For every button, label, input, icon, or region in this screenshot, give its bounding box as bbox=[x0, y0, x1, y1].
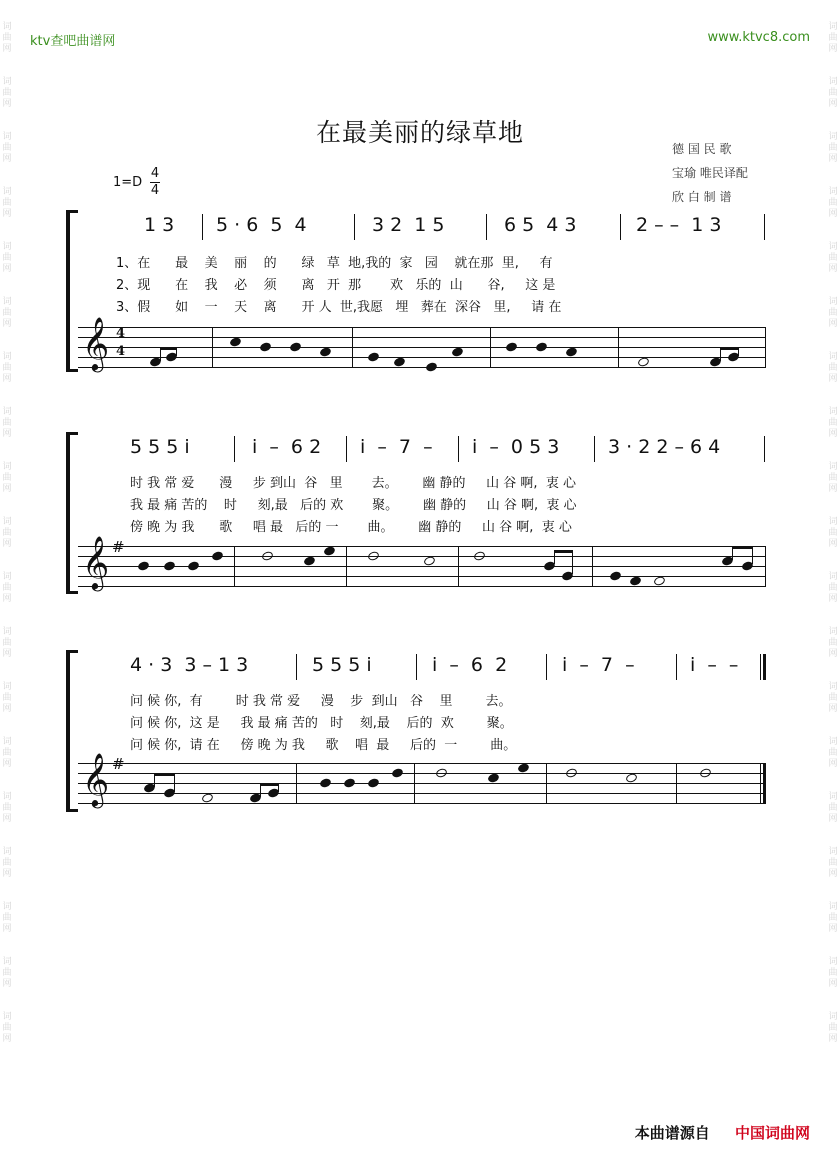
watermark-char: 网 bbox=[2, 154, 12, 164]
watermark-char: 曲 bbox=[828, 363, 838, 373]
watermark-group bbox=[828, 77, 837, 110]
watermark-char: 词 bbox=[2, 792, 12, 802]
watermark-group bbox=[2, 902, 11, 935]
watermark-char: 词 bbox=[828, 737, 838, 747]
watermark-char: 曲 bbox=[828, 528, 838, 538]
lyric-verse-1: 1、在 最 美 丽 的 绿 草 地,我的 家 园 就在那 里, 有 bbox=[116, 256, 553, 271]
time-signature bbox=[150, 166, 160, 199]
jianpu-measure: 5 · 6 5 4 bbox=[216, 214, 307, 236]
watermark-char: 曲 bbox=[2, 583, 12, 593]
footer-source-label: 本曲谱源自 bbox=[634, 1124, 710, 1142]
jianpu-measure: 1 3 bbox=[144, 214, 175, 236]
watermark-char: 曲 bbox=[2, 363, 12, 373]
watermark-group bbox=[2, 517, 11, 550]
jianpu-measure: 6 5 4 3 bbox=[504, 214, 577, 236]
watermark-group bbox=[2, 187, 11, 220]
watermark-char: 曲 bbox=[828, 473, 838, 483]
watermark-char: 网 bbox=[2, 374, 12, 384]
watermark-char: 曲 bbox=[828, 253, 838, 263]
watermark-char: 曲 bbox=[2, 803, 12, 813]
watermark-char: 词 bbox=[2, 517, 12, 527]
watermark-group bbox=[828, 847, 837, 880]
watermark-char: 词 bbox=[828, 187, 838, 197]
watermark-group bbox=[2, 297, 11, 330]
watermark-char: 词 bbox=[828, 572, 838, 582]
watermark-group bbox=[2, 1012, 11, 1045]
jianpu-line-1 bbox=[84, 210, 766, 250]
watermark-char: 网 bbox=[2, 649, 12, 659]
footer bbox=[635, 1122, 810, 1143]
watermark-char: 词 bbox=[828, 902, 838, 912]
watermark-char: 网 bbox=[2, 319, 12, 329]
watermark-group bbox=[2, 737, 11, 770]
watermark-group bbox=[2, 462, 11, 495]
watermark-char: 词 bbox=[2, 462, 12, 472]
watermark-char: 词 bbox=[2, 297, 12, 307]
watermark-group bbox=[828, 737, 837, 770]
credit-translation: 宝瑜 唯民译配 bbox=[672, 166, 748, 180]
watermark-char: 词 bbox=[2, 22, 12, 32]
watermark-char: 网 bbox=[828, 649, 838, 659]
jianpu-line-3 bbox=[84, 650, 766, 690]
watermark-group bbox=[828, 22, 837, 55]
watermark-group bbox=[2, 352, 11, 385]
treble-clef-icon: 𝄞 bbox=[82, 316, 110, 370]
watermark-char: 曲 bbox=[2, 473, 12, 483]
watermark-char: 曲 bbox=[2, 308, 12, 318]
watermark-char: 曲 bbox=[2, 143, 12, 153]
lyric-verse-2: 2、现 在 我 必 须 离 开 那 欢 乐的 山 谷, 这 是 bbox=[116, 278, 556, 293]
jianpu-measure: 5 5 5 i bbox=[312, 654, 372, 676]
watermark-group bbox=[828, 682, 837, 715]
jianpu-measure: 3 2 1 5 bbox=[372, 214, 445, 236]
watermark-char: 网 bbox=[828, 704, 838, 714]
watermark-char: 曲 bbox=[828, 748, 838, 758]
jianpu-line-2 bbox=[84, 432, 766, 472]
jianpu-measure: 3 · 2 2 – 6 4 bbox=[608, 436, 721, 458]
watermark-char: 网 bbox=[828, 1034, 838, 1044]
lyric-verse-1: 问 候 你, 有 时 我 常 爱 漫 步 到山 谷 里 去。 bbox=[130, 694, 512, 709]
watermark-char: 网 bbox=[2, 99, 12, 109]
watermark-char: 曲 bbox=[2, 968, 12, 978]
watermark-char: 曲 bbox=[2, 858, 12, 868]
lyric-verse-1: 时 我 常 爱 漫 步 到山 谷 里 去。 幽 静的 山 谷 啊, 衷 心 bbox=[130, 476, 576, 491]
watermark-char: 词 bbox=[828, 22, 838, 32]
watermark-char: 网 bbox=[2, 429, 12, 439]
sharp-icon: # bbox=[112, 755, 125, 773]
watermark-char: 曲 bbox=[828, 858, 838, 868]
watermark-char: 网 bbox=[2, 44, 12, 54]
watermark-char: 网 bbox=[2, 869, 12, 879]
watermark-char: 网 bbox=[2, 759, 12, 769]
watermark-group bbox=[828, 902, 837, 935]
watermark-char: 词 bbox=[2, 847, 12, 857]
watermark-char: 词 bbox=[2, 77, 12, 87]
watermark-char: 网 bbox=[828, 154, 838, 164]
lyric-verse-3: 3、假 如 一 天 离 开 人 世,我愿 埋 葬在 深谷 里, 请 在 bbox=[116, 300, 562, 315]
watermark-char: 曲 bbox=[828, 583, 838, 593]
watermark-group bbox=[828, 242, 837, 275]
watermark-char: 词 bbox=[828, 352, 838, 362]
watermark-char: 词 bbox=[828, 132, 838, 142]
staff-3 bbox=[78, 752, 766, 806]
jianpu-measure: i – – bbox=[690, 654, 739, 676]
watermark-group bbox=[828, 462, 837, 495]
meter-bottom: 4 bbox=[150, 183, 160, 198]
watermark-char: 网 bbox=[828, 429, 838, 439]
watermark-char: 网 bbox=[2, 484, 12, 494]
jianpu-measure: 2 – – 1 3 bbox=[636, 214, 722, 236]
watermark-char: 词 bbox=[2, 902, 12, 912]
watermark-char: 网 bbox=[828, 99, 838, 109]
watermark-char: 网 bbox=[828, 264, 838, 274]
watermark-group bbox=[828, 352, 837, 385]
watermark-group bbox=[2, 407, 11, 440]
watermark-group bbox=[2, 847, 11, 880]
watermark-char: 词 bbox=[828, 847, 838, 857]
watermark-char: 网 bbox=[828, 979, 838, 989]
watermark-char: 曲 bbox=[828, 198, 838, 208]
watermark-group bbox=[828, 792, 837, 825]
lyric-verse-2: 我 最 痛 苦的 时 刻,最 后的 欢 聚。 幽 静的 山 谷 啊, 衷 心 bbox=[130, 498, 577, 513]
watermark-char: 网 bbox=[2, 209, 12, 219]
watermark-char: 曲 bbox=[2, 88, 12, 98]
watermark-char: 词 bbox=[828, 957, 838, 967]
watermark-char: 曲 bbox=[828, 308, 838, 318]
watermark-char: 网 bbox=[828, 484, 838, 494]
watermark-group bbox=[2, 572, 11, 605]
watermark-char: 词 bbox=[2, 407, 12, 417]
watermark-group bbox=[2, 682, 11, 715]
header-right-url[interactable]: www.ktvc8.com bbox=[707, 30, 810, 45]
score-system-3 bbox=[66, 650, 766, 815]
watermark-char: 网 bbox=[2, 979, 12, 989]
watermark-char: 曲 bbox=[828, 33, 838, 43]
left-watermark-strip bbox=[0, 0, 14, 1169]
watermark-char: 词 bbox=[828, 77, 838, 87]
watermark-char: 网 bbox=[2, 704, 12, 714]
right-watermark-strip bbox=[826, 0, 840, 1169]
watermark-char: 曲 bbox=[2, 253, 12, 263]
watermark-char: 词 bbox=[828, 242, 838, 252]
watermark-group bbox=[828, 627, 837, 660]
watermark-group bbox=[2, 22, 11, 55]
watermark-char: 曲 bbox=[828, 803, 838, 813]
lyric-verse-2: 问 候 你, 这 是 我 最 痛 苦的 时 刻,最 后的 欢 聚。 bbox=[130, 716, 513, 731]
sharp-icon: # bbox=[112, 538, 125, 556]
watermark-char: 网 bbox=[2, 814, 12, 824]
jianpu-measure: i – 7 – bbox=[562, 654, 635, 676]
watermark-group bbox=[828, 957, 837, 990]
watermark-char: 网 bbox=[828, 814, 838, 824]
lyric-verse-3: 问 候 你, 请 在 傍 晚 为 我 歌 唱 最 后的 一 曲。 bbox=[130, 738, 517, 753]
lyric-verse-3: 傍 晚 为 我 歌 唱 最 后的 一 曲。 幽 静的 山 谷 啊, 衷 心 bbox=[130, 520, 572, 535]
watermark-char: 曲 bbox=[2, 913, 12, 923]
watermark-char: 曲 bbox=[828, 638, 838, 648]
staff-1 bbox=[78, 316, 766, 370]
watermark-char: 网 bbox=[828, 44, 838, 54]
credit-transcriber: 欣 白 制 谱 bbox=[672, 190, 732, 204]
watermark-group bbox=[2, 627, 11, 660]
treble-clef-icon: 𝄞 bbox=[82, 535, 110, 589]
watermark-char: 词 bbox=[828, 297, 838, 307]
watermark-char: 网 bbox=[2, 924, 12, 934]
watermark-char: 曲 bbox=[2, 528, 12, 538]
watermark-char: 词 bbox=[828, 1012, 838, 1022]
watermark-char: 网 bbox=[2, 594, 12, 604]
watermark-char: 曲 bbox=[828, 693, 838, 703]
jianpu-measure: 4 · 3 3 – 1 3 bbox=[130, 654, 249, 676]
watermark-char: 词 bbox=[2, 572, 12, 582]
meter-top: 4 bbox=[150, 166, 160, 181]
watermark-char: 曲 bbox=[2, 638, 12, 648]
watermark-char: 词 bbox=[828, 517, 838, 527]
watermark-group bbox=[828, 187, 837, 220]
watermark-char: 词 bbox=[828, 407, 838, 417]
header-left-site[interactable]: ktv查吧曲谱网 bbox=[30, 34, 116, 49]
score-system-2 bbox=[66, 432, 766, 597]
watermark-group bbox=[828, 407, 837, 440]
watermark-char: 曲 bbox=[828, 913, 838, 923]
watermark-char: 词 bbox=[2, 352, 12, 362]
watermark-char: 网 bbox=[828, 319, 838, 329]
watermark-char: 网 bbox=[2, 264, 12, 274]
watermark-group bbox=[828, 297, 837, 330]
jianpu-measure: i – 0 5 3 bbox=[472, 436, 560, 458]
credits bbox=[672, 137, 748, 209]
watermark-group bbox=[828, 517, 837, 550]
watermark-char: 网 bbox=[828, 869, 838, 879]
watermark-group bbox=[2, 77, 11, 110]
watermark-char: 词 bbox=[2, 957, 12, 967]
watermark-char: 曲 bbox=[2, 33, 12, 43]
watermark-group bbox=[2, 242, 11, 275]
watermark-char: 网 bbox=[828, 759, 838, 769]
watermark-char: 曲 bbox=[828, 968, 838, 978]
watermark-group bbox=[2, 957, 11, 990]
watermark-group bbox=[828, 1012, 837, 1045]
staff-time-signature: 4 4 bbox=[116, 326, 126, 359]
footer-site-link[interactable]: 中国词曲网 bbox=[734, 1124, 810, 1142]
treble-clef-icon: 𝄞 bbox=[82, 752, 110, 806]
jianpu-measure: i – 7 – bbox=[360, 436, 433, 458]
watermark-char: 曲 bbox=[828, 418, 838, 428]
watermark-char: 词 bbox=[2, 187, 12, 197]
watermark-group bbox=[2, 792, 11, 825]
watermark-char: 词 bbox=[2, 737, 12, 747]
watermark-char: 曲 bbox=[2, 198, 12, 208]
watermark-char: 网 bbox=[2, 1034, 12, 1044]
watermark-char: 曲 bbox=[828, 143, 838, 153]
watermark-char: 网 bbox=[828, 374, 838, 384]
watermark-char: 词 bbox=[828, 682, 838, 692]
watermark-char: 词 bbox=[2, 1012, 12, 1022]
watermark-char: 曲 bbox=[2, 418, 12, 428]
staff-2 bbox=[78, 535, 766, 589]
watermark-char: 词 bbox=[2, 627, 12, 637]
jianpu-measure: i – 6 2 bbox=[252, 436, 322, 458]
watermark-char: 曲 bbox=[828, 88, 838, 98]
watermark-char: 曲 bbox=[2, 1023, 12, 1033]
watermark-char: 词 bbox=[828, 627, 838, 637]
watermark-char: 网 bbox=[2, 539, 12, 549]
watermark-char: 网 bbox=[828, 594, 838, 604]
jianpu-measure: i – 6 2 bbox=[432, 654, 508, 676]
watermark-char: 曲 bbox=[828, 1023, 838, 1033]
watermark-char: 词 bbox=[2, 132, 12, 142]
watermark-char: 网 bbox=[828, 209, 838, 219]
watermark-char: 网 bbox=[828, 539, 838, 549]
watermark-char: 词 bbox=[828, 792, 838, 802]
jianpu-measure: 5 5 5 i bbox=[130, 436, 190, 458]
watermark-group bbox=[828, 572, 837, 605]
watermark-char: 网 bbox=[828, 924, 838, 934]
song-title: 在最美丽的绿草地 bbox=[315, 118, 524, 147]
watermark-char: 词 bbox=[2, 682, 12, 692]
key-signature: 1=D bbox=[113, 175, 143, 190]
watermark-char: 曲 bbox=[2, 748, 12, 758]
score-system-1 bbox=[66, 210, 766, 375]
watermark-char: 词 bbox=[828, 462, 838, 472]
watermark-char: 词 bbox=[2, 242, 12, 252]
watermark-char: 曲 bbox=[2, 693, 12, 703]
credit-origin: 德 国 民 歌 bbox=[672, 142, 732, 156]
